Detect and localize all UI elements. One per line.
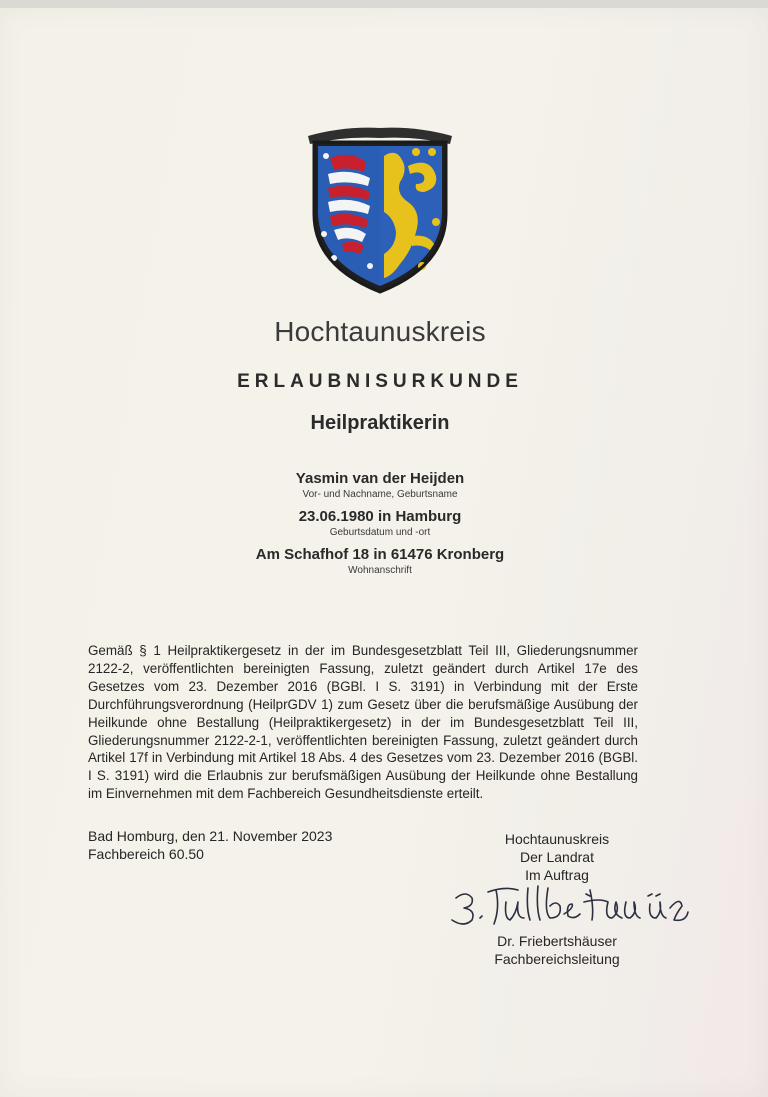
authority-name: Hochtaunuskreis — [274, 316, 486, 347]
holder-birth-caption: Geburtsdatum und -ort — [329, 527, 431, 538]
holder-name: Yasmin van der Heijden — [295, 470, 465, 487]
legal-body-text: Gemäß § 1 Heilpraktikergesetz in der im Bundesgesetzblatt Teil III, Gliederungsnummer 2122-2, veröffentlichten bereinigten Fassung, zuletzt geändert durch Artikel 17e des Gesetzes vom 23. Dezember 2016 (BGBl. I S. 3191) in Verbindung mit der Erste Durchführungsverordnung (HeilprGDV 1) zum Gesetz über die berufsmäßige Ausübung der Heilkunde ohne Bestallung (Heilpraktikergesetz) in der im Bundesgesetzblatt Teil III, Gliederungsnummer 2122-2-1, veröffentlichten bereinigten Fassung, zuletzt geändert durch Artikel 17f in Verbindung mit Artikel 18 Abs. 4 des Gesetzes vom 23. Dezember 2016 (BGBl. I S. 3191) wird die Erlaubnis zur berufsmäßigen Ausübung der Heilkunde ohne Bestallung im Einvernehmen mit dem Fachbereich Gesundheitsdienste erteilt. — [88, 643, 638, 802]
certificate-sheet — [0, 8, 768, 1097]
department: Fachbereich 60.50 — [88, 846, 204, 862]
issue-place-block — [88, 827, 332, 863]
holder-name-caption: Vor- und Nachname, Geburtsname — [302, 489, 458, 500]
issuer-line-3: Im Auftrag — [525, 867, 589, 883]
issuer-block — [472, 830, 642, 884]
signer-title: Fachbereichsleitung — [494, 951, 620, 967]
holder-birth: 23.06.1980 in Hamburg — [298, 508, 462, 525]
holder-address-caption: Wohnanschrift — [348, 565, 412, 576]
issuer-line-2: Der Landrat — [520, 849, 594, 865]
profession-title: Heilpraktikerin — [310, 412, 450, 434]
handwritten-signature — [444, 878, 694, 934]
document-type-heading: ERLAUBNISURKUNDE — [237, 371, 523, 392]
place-date: Bad Homburg, den 21. November 2023 — [88, 828, 333, 844]
signer-name: Dr. Friebertshäuser — [497, 933, 617, 949]
signer-block — [472, 932, 642, 968]
coat-of-arms-icon — [304, 126, 456, 296]
holder-address: Am Schafhof 18 in 61476 Kronberg — [255, 546, 505, 563]
scan-top-edge — [0, 0, 768, 8]
issuer-line-1: Hochtaunuskreis — [504, 831, 610, 847]
